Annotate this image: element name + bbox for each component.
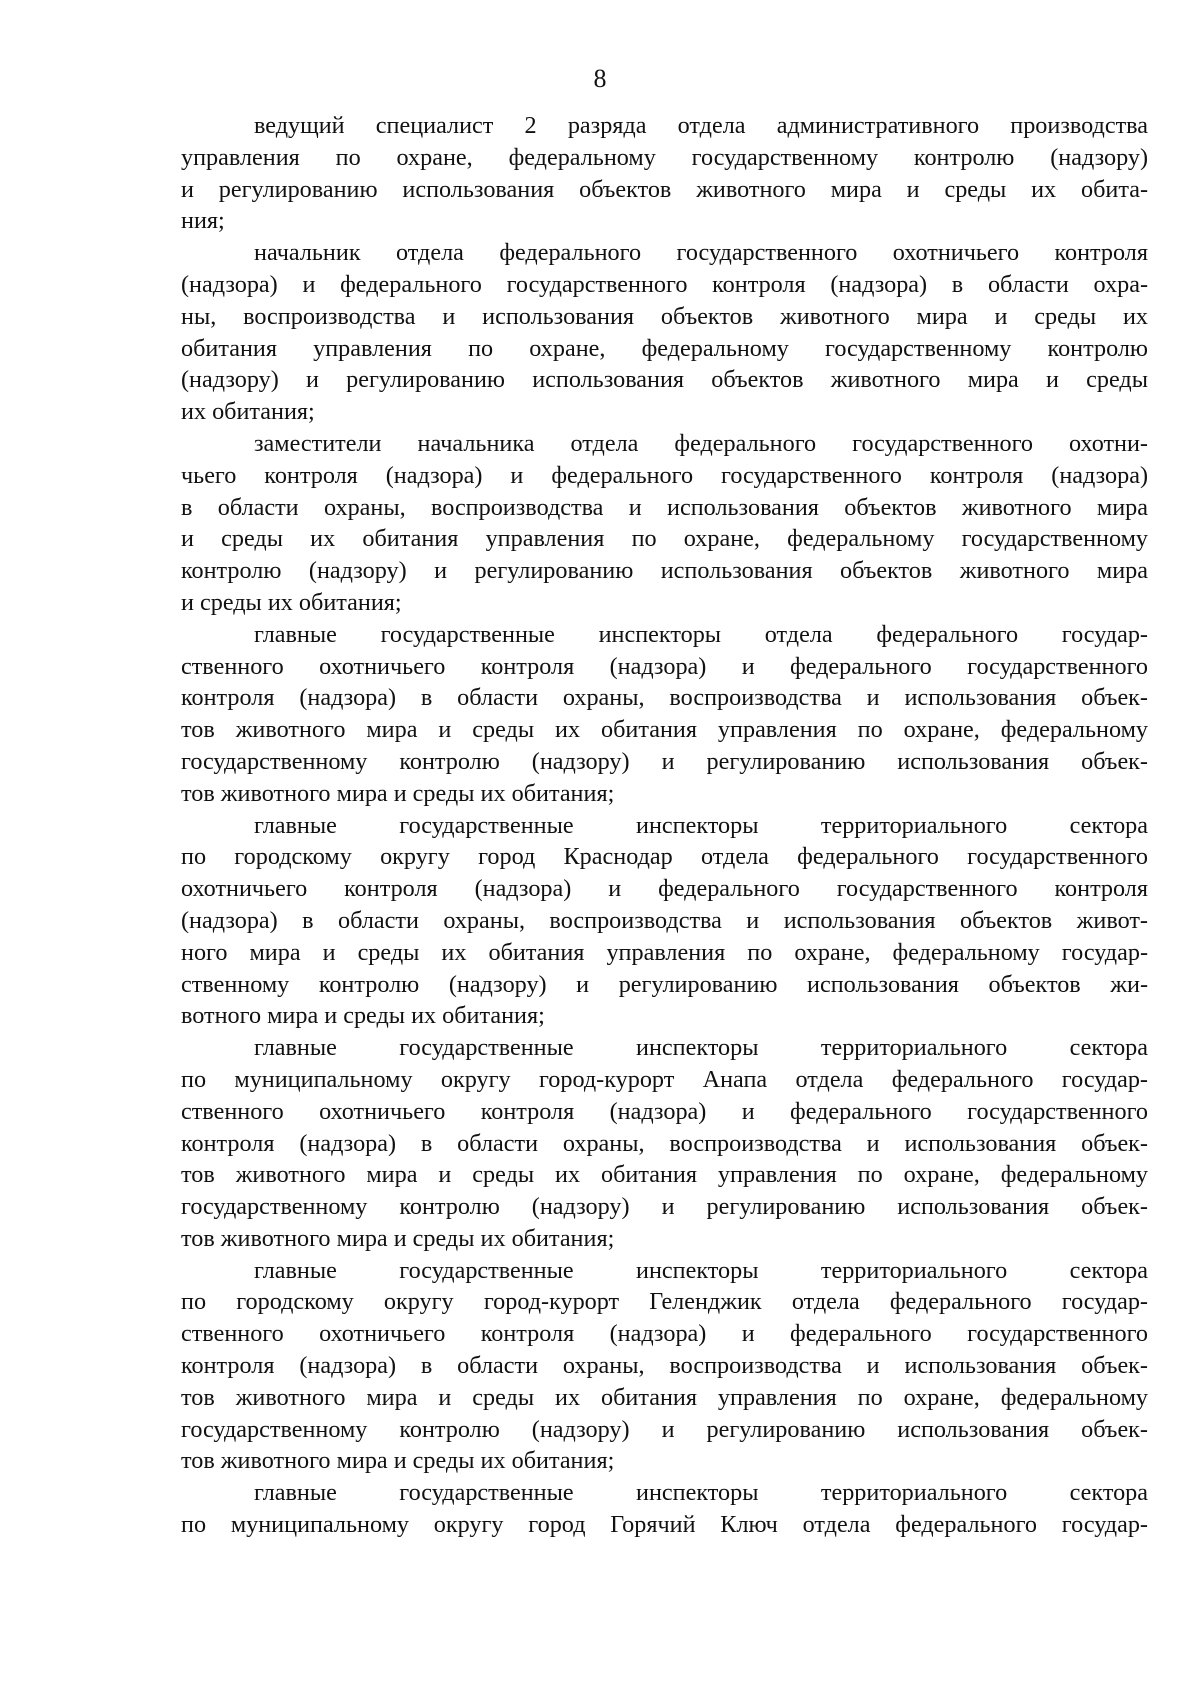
text-line: тов животного мира и среды их обитания; [181,1224,615,1252]
paragraph [181,1477,1148,1541]
text-line: (надзору) и регулированию использования объектов животного мира и среды [181,366,1148,394]
text-line: начальник отдела федерального государственного охотничьего контроля [254,239,1148,267]
text-line: главные государственные инспекторы территориального сектора [254,1256,1148,1284]
text-line: управления по охране, федеральному государственному контролю (надзору) [181,143,1148,171]
text-line: тов животного мира и среды их обитания управления по охране, федеральному [181,1383,1148,1411]
text-line: и среды их обитания; [181,588,402,616]
text-line: охотничьего контроля (надзора) и федерального государственного контроля [181,875,1148,903]
paragraph [181,810,1148,1033]
text-line: обитания управления по охране, федеральному государственному контролю [181,334,1148,362]
text-line: тов животного мира и среды их обитания управления по охране, федеральному [181,1161,1148,1189]
text-line: контроля (надзора) в области охраны, воспроизводства и использования объек- [181,684,1148,712]
text-line: главные государственные инспекторы территориального сектора [254,1034,1148,1062]
text-line: главные государственные инспекторы отдела федерального государ- [254,620,1148,648]
paragraph [181,110,1148,237]
text-line: и регулированию использования объектов животного мира и среды их обита- [181,175,1148,203]
text-line: и среды их обитания управления по охране, федеральному государственному [181,525,1148,553]
paragraph [181,428,1148,619]
text-line: тов животного мира и среды их обитания; [181,779,615,807]
text-line: по городскому округу город-курорт Геленджик отдела федерального государ- [181,1288,1148,1316]
text-line: ного мира и среды их обитания управления по охране, федеральному государ- [181,938,1148,966]
text-line: ственного охотничьего контроля (надзора) и федерального государственного [181,1320,1148,1348]
text-line: тов животного мира и среды их обитания управления по охране, федеральному [181,716,1148,744]
text-line: в области охраны, воспроизводства и использования объектов животного мира [181,493,1148,521]
paragraph [181,1255,1148,1478]
text-line: государственному контролю (надзору) и регулированию использования объек- [181,747,1148,775]
paragraph [181,1032,1148,1255]
text-line: главные государственные инспекторы территориального сектора [254,811,1148,839]
text-line: их обитания; [181,398,315,426]
text-line: государственному контролю (надзору) и регулированию использования объек- [181,1193,1148,1221]
text-line: государственному контролю (надзору) и регулированию использования объек- [181,1415,1148,1443]
text-line: ведущий специалист 2 разряда отдела административного производства [254,112,1148,139]
text-line: ственному контролю (надзору) и регулированию использования объектов жи- [181,970,1148,998]
text-line: ны, воспроизводства и использования объектов животного мира и среды их [181,302,1148,330]
text-line: заместители начальника отдела федерального государственного охотни- [254,429,1148,457]
text-line: (надзора) в области охраны, воспроизводства и использования объектов живот- [181,906,1148,934]
text-line: чьего контроля (надзора) и федерального государственного контроля (надзора) [181,461,1148,489]
text-line: по муниципальному округу город-курорт Анапа отдела федерального государ- [181,1065,1148,1093]
document-body [181,110,1148,1541]
text-line: контролю (надзору) и регулированию использования объектов животного мира [181,557,1148,585]
text-line: ственного охотничьего контроля (надзора) и федерального государственного [181,652,1148,680]
text-line: контроля (надзора) в области охраны, воспроизводства и использования объек- [181,1129,1148,1157]
text-line: тов животного мира и среды их обитания; [181,1447,615,1475]
paragraph [181,619,1148,810]
text-line: ственного охотничьего контроля (надзора) и федерального государственного [181,1097,1148,1125]
text-line: главные государственные инспекторы территориального сектора [254,1479,1148,1507]
text-line: вотного мира и среды их обитания; [181,1002,545,1030]
text-line: ния; [181,207,225,235]
paragraph [181,237,1148,428]
text-line: по муниципальному округу город Горячий Ключ отдела федерального государ- [181,1511,1148,1539]
text-line: контроля (надзора) в области охраны, воспроизводства и использования объек- [181,1352,1148,1380]
text-line: (надзора) и федерального государственного контроля (надзора) в области охра- [181,270,1148,298]
page-number: 8 [593,64,607,93]
text-line: по городскому округу город Краснодар отдела федерального государственного [181,843,1148,871]
